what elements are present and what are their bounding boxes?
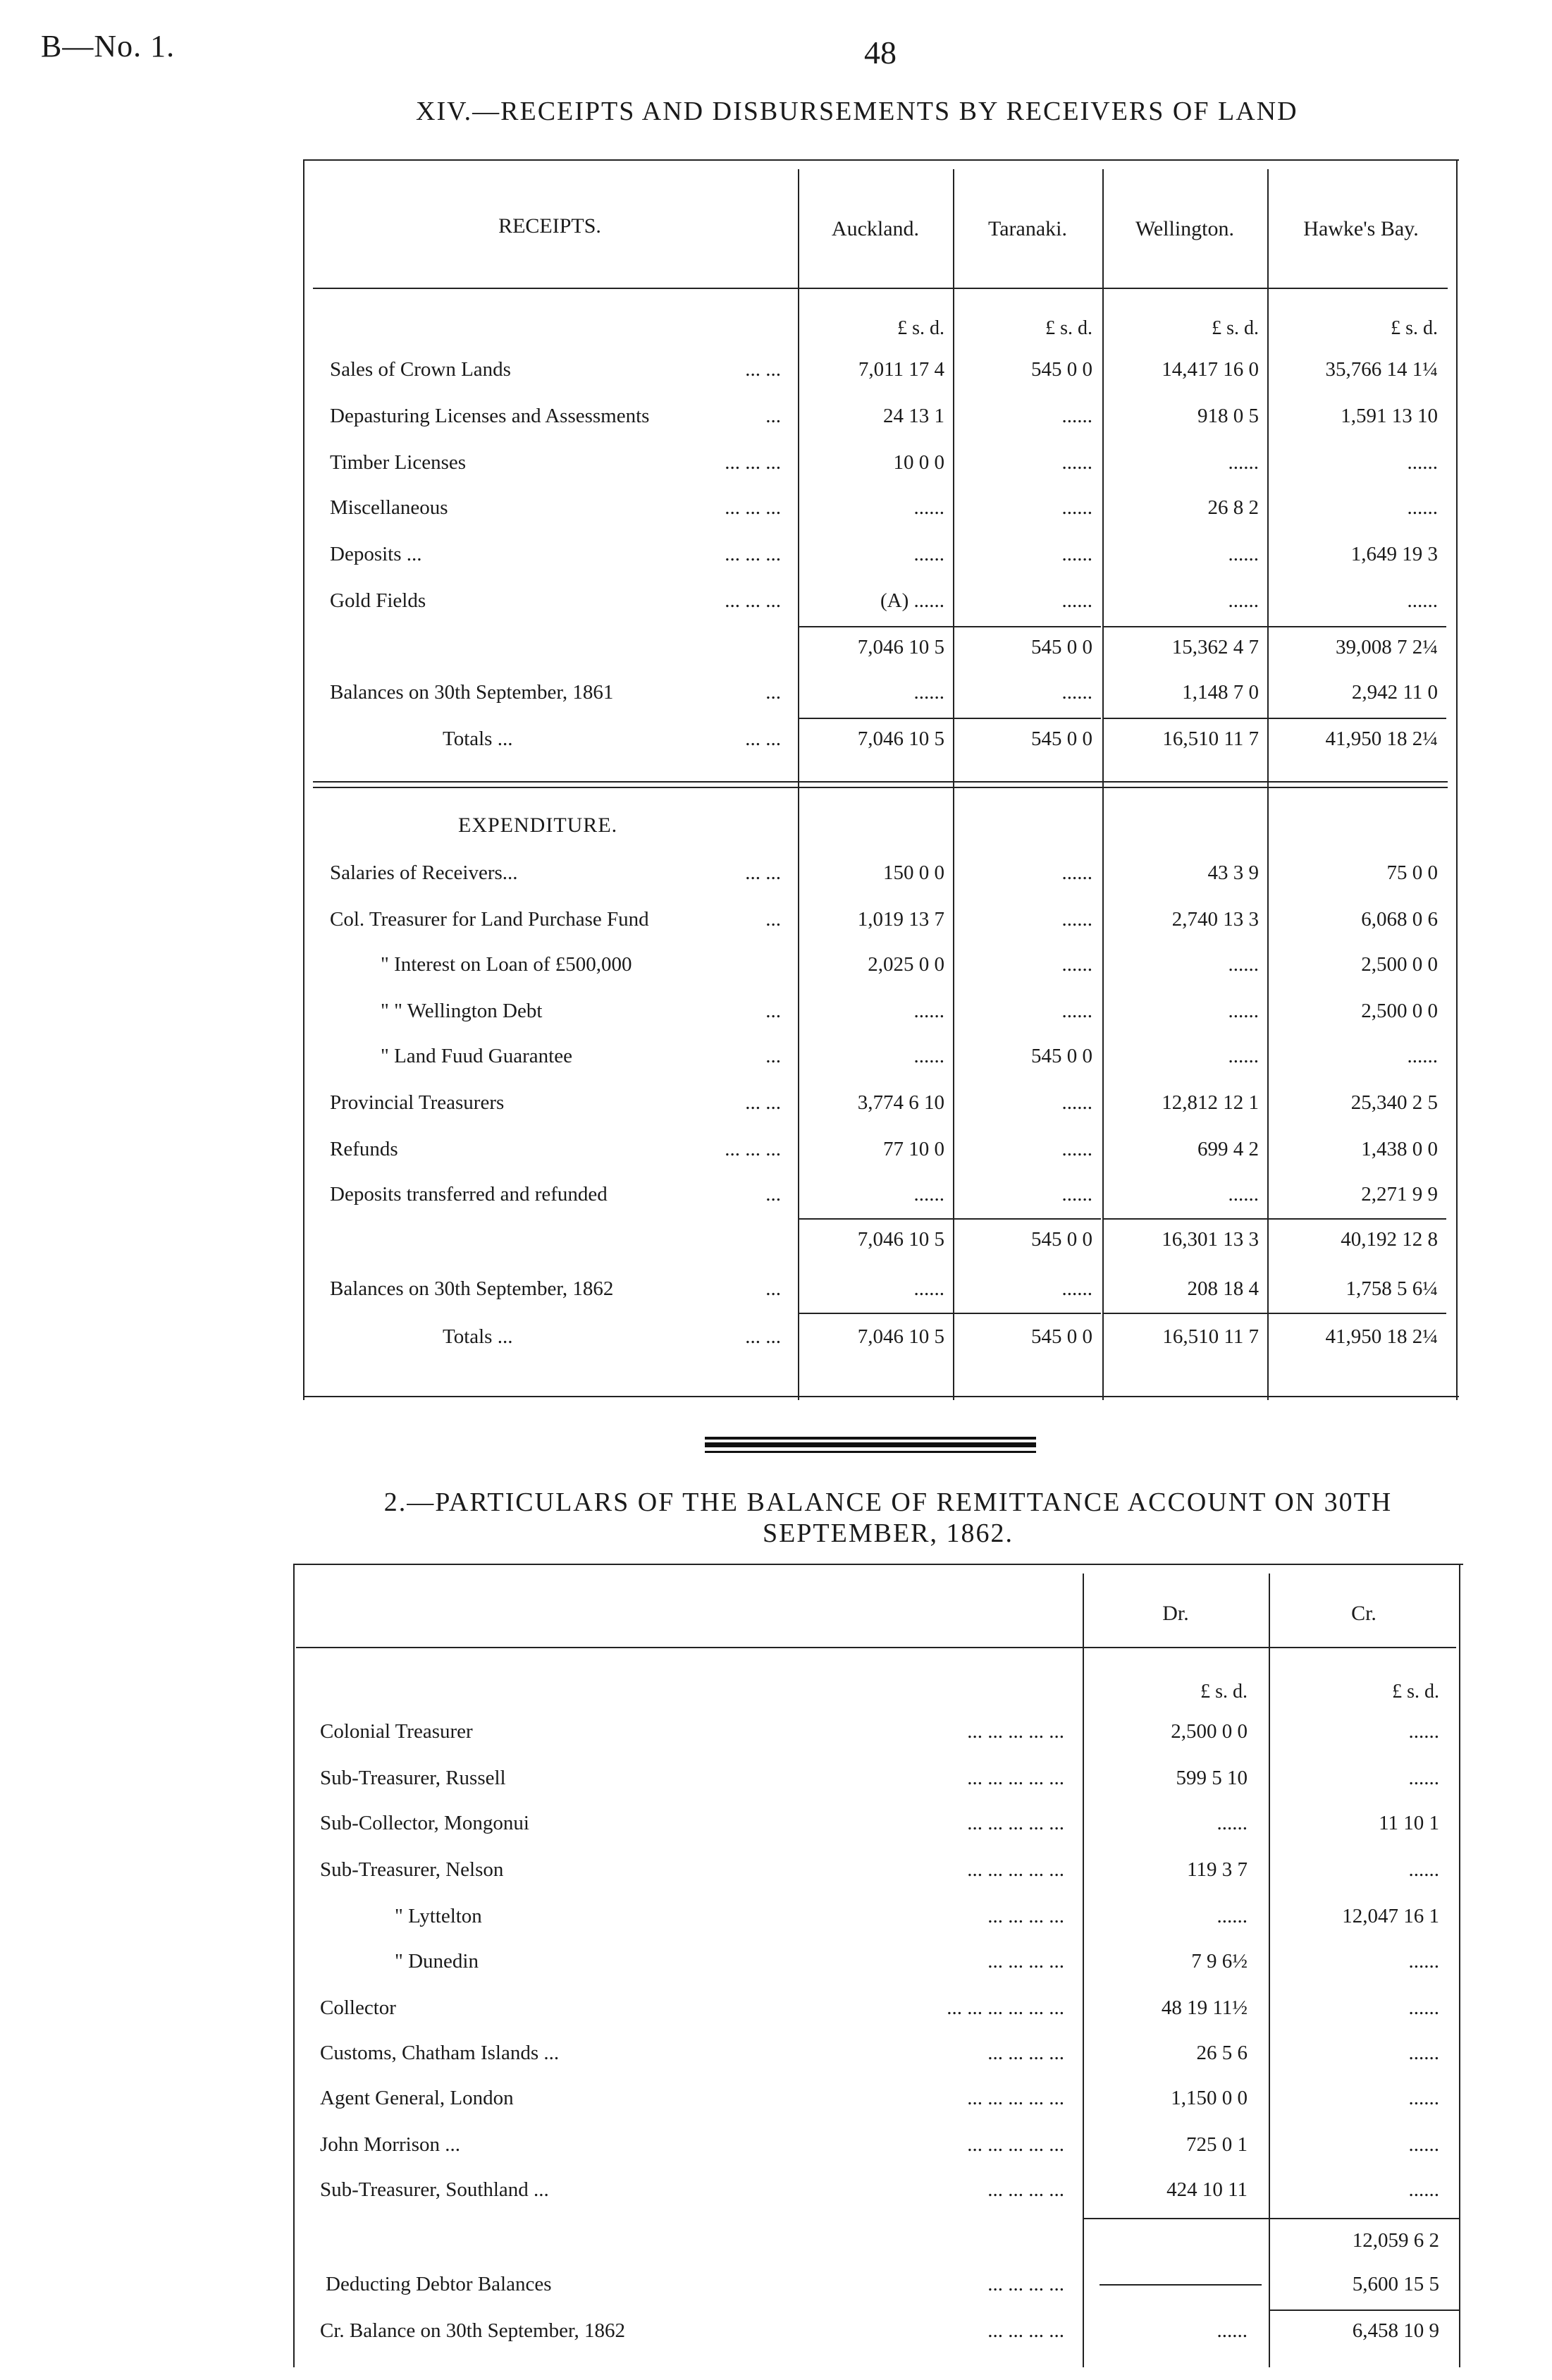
leader-dots: ... bbox=[765, 1277, 781, 1300]
amount-cell: 2,025 0 0 bbox=[868, 953, 944, 976]
subtotal-rule bbox=[798, 626, 953, 627]
leader-dots: ... bbox=[765, 405, 781, 427]
leader-dots: ... ... bbox=[745, 1325, 781, 1348]
header-rule bbox=[296, 1647, 1456, 1648]
amount-cell: 15,362 4 7 bbox=[1171, 636, 1259, 658]
amount-cell: ...... bbox=[1061, 1183, 1092, 1206]
row-label: Depasturing Licenses and Assessments bbox=[330, 405, 650, 427]
amount-cell: 2,942 11 0 bbox=[1351, 681, 1438, 704]
amount-cell: 545 0 0 bbox=[1031, 1228, 1092, 1251]
row-label: Totals ... bbox=[443, 728, 513, 750]
amount-cell: ...... bbox=[1407, 451, 1438, 474]
row-label: Provincial Treasurers bbox=[330, 1091, 505, 1114]
row-label: Col. Treasurer for Land Purchase Fund bbox=[330, 908, 649, 931]
amount-cell: 25,340 2 5 bbox=[1350, 1091, 1438, 1114]
leader-dots: ... ... ... ... ... bbox=[967, 2087, 1064, 2109]
separator-rule bbox=[705, 1451, 1036, 1453]
table2-top-rule bbox=[293, 1564, 1463, 1565]
leader-dots: ... ... ... ... ... bbox=[967, 1812, 1064, 1834]
amount-cell: 7,046 10 5 bbox=[857, 636, 944, 658]
leader-dots: ... ... ... bbox=[725, 451, 781, 474]
amount-cell: ...... bbox=[1061, 1277, 1092, 1300]
subtotal-rule bbox=[1267, 718, 1446, 719]
cr-amount: ...... bbox=[1408, 1720, 1439, 1743]
amount-cell: 35,766 14 1¼ bbox=[1325, 358, 1438, 381]
amount-cell: 24 13 1 bbox=[883, 405, 944, 427]
amount-cell: 41,950 18 2¼ bbox=[1325, 1325, 1438, 1348]
col-divider bbox=[1267, 169, 1269, 1400]
table1-left-border bbox=[303, 159, 304, 1400]
section-double-rule bbox=[313, 787, 1448, 788]
amount-cell: ...... bbox=[1228, 543, 1259, 565]
amount-cell: ...... bbox=[913, 496, 944, 519]
table1-top-rule bbox=[303, 159, 1459, 161]
unit-label: £ s. d. bbox=[1392, 1681, 1439, 1703]
subtotal-rule bbox=[1267, 626, 1446, 627]
cr-amount: 6,458 10 9 bbox=[1352, 2319, 1439, 2342]
cr-amount: 11 10 1 bbox=[1379, 1812, 1439, 1834]
amount-cell: 545 0 0 bbox=[1031, 1325, 1092, 1348]
section-double-rule bbox=[313, 781, 1448, 783]
amount-cell: ...... bbox=[1061, 496, 1092, 519]
row-label: Sub-Treasurer, Nelson bbox=[320, 1858, 504, 1881]
amount-cell: 7,011 17 4 bbox=[858, 358, 944, 381]
row-label: Salaries of Receivers... bbox=[330, 861, 518, 884]
table2-title: 2.—PARTICULARS OF THE BALANCE OF REMITTANCE ACCOUNT ON 30TH SEPTEMBER, 1862. bbox=[383, 1488, 1393, 1548]
amount-cell: ...... bbox=[1407, 1045, 1438, 1067]
amount-cell: 16,301 13 3 bbox=[1162, 1228, 1259, 1251]
amount-cell: ...... bbox=[1061, 543, 1092, 565]
subtotal-rule bbox=[798, 718, 953, 719]
leader-dots: ... ... bbox=[745, 1091, 781, 1114]
row-label: " Land Fuud Guarantee bbox=[381, 1045, 572, 1067]
amount-cell: 3,774 6 10 bbox=[857, 1091, 944, 1114]
cr-amount: ...... bbox=[1408, 1767, 1439, 1789]
leader-dots: ... ... ... ... ... bbox=[967, 1858, 1064, 1881]
subtotal-rule bbox=[1267, 1313, 1446, 1314]
cr-amount: ...... bbox=[1408, 2042, 1439, 2064]
amount-cell: ...... bbox=[1061, 1091, 1092, 1114]
amount-cell: ...... bbox=[913, 1045, 944, 1067]
leader-dots: ... ... bbox=[745, 861, 781, 884]
amount-cell: 75 0 0 bbox=[1386, 861, 1438, 884]
col-divider bbox=[1102, 169, 1104, 1400]
amount-cell: 1,148 7 0 bbox=[1182, 681, 1259, 704]
table1-right-border bbox=[1456, 159, 1458, 1400]
dr-amount: 2,500 0 0 bbox=[1171, 1720, 1248, 1743]
row-label: Cr. Balance on 30th September, 1862 bbox=[320, 2319, 625, 2342]
amount-cell: 10 0 0 bbox=[893, 451, 944, 474]
amount-cell: 918 0 5 bbox=[1197, 405, 1259, 427]
amount-cell: ...... bbox=[1061, 861, 1092, 884]
dr-amount: 48 19 11½ bbox=[1161, 1996, 1248, 2019]
unit-label: £ s. d. bbox=[1045, 317, 1092, 339]
leader-dots: ... ... ... ... bbox=[987, 2042, 1064, 2064]
leader-dots: ... ... ... ... ... bbox=[967, 2133, 1064, 2156]
amount-cell: ...... bbox=[1228, 451, 1259, 474]
col-divider bbox=[953, 169, 954, 1400]
row-label: Balances on 30th September, 1861 bbox=[330, 681, 614, 704]
amount-cell: ...... bbox=[1407, 589, 1438, 612]
row-label: Timber Licenses bbox=[330, 451, 467, 474]
leader-dots: ... ... ... ... ... bbox=[967, 1720, 1064, 1743]
dr-amount: ...... bbox=[1217, 1905, 1248, 1927]
leader-dots: ... ... ... ... ... ... bbox=[947, 1996, 1064, 2019]
row-label: " Dunedin bbox=[395, 1950, 479, 1973]
amount-cell: ...... bbox=[913, 1183, 944, 1206]
amount-cell: 7,046 10 5 bbox=[857, 728, 944, 750]
amount-cell: 6,068 0 6 bbox=[1361, 908, 1438, 931]
table2-right-border bbox=[1459, 1564, 1460, 2367]
cr-amount: 5,600 15 5 bbox=[1352, 2273, 1439, 2295]
separator-rule bbox=[705, 1437, 1036, 1440]
row-label: Deducting Debtor Balances bbox=[326, 2273, 552, 2295]
subtotal-rule bbox=[953, 626, 1101, 627]
cr-amount: ...... bbox=[1408, 1950, 1439, 1973]
row-label: " Interest on Loan of £500,000 bbox=[381, 953, 632, 976]
separator-rule bbox=[705, 1442, 1036, 1447]
leader-dots: ... ... ... bbox=[725, 1138, 781, 1160]
dr-amount: 725 0 1 bbox=[1186, 2133, 1248, 2156]
page-number: 48 bbox=[864, 35, 897, 70]
col-divider bbox=[798, 169, 799, 1400]
dr-amount: ...... bbox=[1217, 1812, 1248, 1834]
unit-label: £ s. d. bbox=[1212, 317, 1259, 339]
amount-cell: 26 8 2 bbox=[1207, 496, 1259, 519]
amount-cell: 1,758 5 6¼ bbox=[1345, 1277, 1438, 1300]
amount-cell: ...... bbox=[913, 1000, 944, 1022]
amount-cell: ...... bbox=[1228, 1183, 1259, 1206]
amount-cell: 699 4 2 bbox=[1197, 1138, 1259, 1160]
leader-dots: ... ... ... bbox=[725, 543, 781, 565]
amount-cell: 43 3 9 bbox=[1207, 861, 1259, 884]
amount-cell: ...... bbox=[1061, 953, 1092, 976]
document-id: B—No. 1. bbox=[41, 29, 175, 63]
amount-cell: 41,950 18 2¼ bbox=[1325, 728, 1438, 750]
dr-amount: 424 10 11 bbox=[1166, 2178, 1248, 2201]
receipts-header: RECEIPTS. bbox=[498, 214, 601, 238]
row-label: Customs, Chatham Islands ... bbox=[320, 2042, 560, 2064]
leader-dots: ... ... ... ... ... bbox=[967, 1767, 1064, 1789]
amount-cell: ...... bbox=[1228, 1045, 1259, 1067]
amount-cell: 2,271 9 9 bbox=[1361, 1183, 1438, 1206]
cr-amount: ...... bbox=[1408, 2178, 1439, 2201]
amount-cell: ...... bbox=[1228, 1000, 1259, 1022]
header-rule bbox=[313, 288, 1448, 289]
leader-dots: ... ... bbox=[745, 358, 781, 381]
col-header-dr: Dr. bbox=[1162, 1602, 1189, 1625]
row-label: Agent General, London bbox=[320, 2087, 514, 2109]
amount-cell: 545 0 0 bbox=[1031, 1045, 1092, 1067]
amount-cell: 2,500 0 0 bbox=[1361, 953, 1438, 976]
table1-bottom-rule bbox=[303, 1396, 1459, 1397]
row-label: " Lyttelton bbox=[395, 1905, 482, 1927]
leader-dots: ... ... bbox=[745, 728, 781, 750]
col-header-auckland: Auckland. bbox=[831, 217, 920, 240]
subtotal-rule bbox=[798, 1218, 953, 1220]
cr-amount: ...... bbox=[1408, 2133, 1439, 2156]
leader-dots: ... bbox=[765, 1045, 781, 1067]
row-label: Totals ... bbox=[443, 1325, 513, 1348]
dr-amount: ...... bbox=[1217, 2319, 1248, 2342]
cr-amount: ...... bbox=[1408, 1858, 1439, 1881]
subtotal-rule bbox=[1102, 1313, 1267, 1314]
row-label: Deposits transferred and refunded bbox=[330, 1183, 608, 1206]
dr-blank-rule bbox=[1100, 2284, 1262, 2286]
amount-cell: ...... bbox=[1061, 589, 1092, 612]
leader-dots: ... ... ... bbox=[725, 589, 781, 612]
unit-label: £ s. d. bbox=[1391, 317, 1438, 339]
amount-cell: ...... bbox=[913, 1277, 944, 1300]
amount-cell: 39,008 7 2¼ bbox=[1336, 636, 1438, 658]
expenditure-header: EXPENDITURE. bbox=[458, 814, 618, 837]
leader-dots: ... ... ... ... bbox=[987, 1905, 1064, 1927]
subtotal-rule bbox=[953, 1313, 1101, 1314]
amount-cell: 7,046 10 5 bbox=[857, 1325, 944, 1348]
row-label: John Morrison ... bbox=[320, 2133, 460, 2156]
leader-dots: ... ... ... ... bbox=[987, 2319, 1064, 2342]
row-label: Balances on 30th September, 1862 bbox=[330, 1277, 614, 1300]
amount-cell: 545 0 0 bbox=[1031, 636, 1092, 658]
leader-dots: ... bbox=[765, 908, 781, 931]
table1-title: XIV.—RECEIPTS AND DISBURSEMENTS BY RECEIVERS OF LAND bbox=[416, 97, 1298, 126]
amount-cell: ...... bbox=[1061, 405, 1092, 427]
subtotal-rule bbox=[953, 1218, 1101, 1220]
subtotal-rule bbox=[1269, 2310, 1459, 2311]
row-label: Refunds bbox=[330, 1138, 398, 1160]
amount-cell: 150 0 0 bbox=[883, 861, 944, 884]
leader-dots: ... bbox=[765, 1000, 781, 1022]
leader-dots: ... ... ... ... bbox=[987, 1950, 1064, 1973]
row-label: Sales of Crown Lands bbox=[330, 358, 511, 381]
amount-cell: ...... bbox=[913, 543, 944, 565]
row-label: Sub-Treasurer, Southland ... bbox=[320, 2178, 549, 2201]
amount-cell: ...... bbox=[1407, 496, 1438, 519]
row-label: Collector bbox=[320, 1996, 396, 2019]
leader-dots: ... bbox=[765, 1183, 781, 1206]
amount-cell: 7,046 10 5 bbox=[857, 1228, 944, 1251]
amount-cell: ...... bbox=[1061, 451, 1092, 474]
row-label: Colonial Treasurer bbox=[320, 1720, 473, 1743]
row-label: Miscellaneous bbox=[330, 496, 448, 519]
amount-cell: 16,510 11 7 bbox=[1162, 1325, 1259, 1348]
cr-amount: ...... bbox=[1408, 1996, 1439, 2019]
unit-label: £ s. d. bbox=[1200, 1681, 1248, 1703]
subtotal-rule bbox=[1102, 626, 1267, 627]
cr-amount: 12,047 16 1 bbox=[1342, 1905, 1439, 1927]
dr-amount: 599 5 10 bbox=[1176, 1767, 1248, 1789]
cr-subtotal: 12,059 6 2 bbox=[1352, 2229, 1439, 2252]
amount-cell: ...... bbox=[1061, 1138, 1092, 1160]
col-header-cr: Cr. bbox=[1351, 1602, 1377, 1625]
leader-dots: ... ... ... bbox=[725, 496, 781, 519]
amount-cell: 2,740 13 3 bbox=[1171, 908, 1259, 931]
amount-cell: 1,019 13 7 bbox=[857, 908, 944, 931]
amount-cell: ...... bbox=[913, 681, 944, 704]
amount-cell: 1,591 13 10 bbox=[1341, 405, 1438, 427]
col-header-hawkes-bay: Hawke's Bay. bbox=[1303, 217, 1419, 240]
row-label: Sub-Treasurer, Russell bbox=[320, 1767, 506, 1789]
amount-cell: 545 0 0 bbox=[1031, 358, 1092, 381]
cr-amount: ...... bbox=[1408, 2087, 1439, 2109]
dr-amount: 26 5 6 bbox=[1196, 2042, 1248, 2064]
amount-cell: 16,510 11 7 bbox=[1162, 728, 1259, 750]
dr-amount: 119 3 7 bbox=[1187, 1858, 1248, 1881]
leader-dots: ... ... ... ... bbox=[987, 2273, 1064, 2295]
row-label: " " Wellington Debt bbox=[381, 1000, 543, 1022]
subtotal-rule bbox=[1102, 718, 1267, 719]
unit-label: £ s. d. bbox=[897, 317, 944, 339]
amount-cell: 1,649 19 3 bbox=[1350, 543, 1438, 565]
subtotal-rule bbox=[1083, 2218, 1459, 2219]
subtotal-rule bbox=[1102, 1218, 1267, 1220]
row-label: Deposits ... bbox=[330, 543, 422, 565]
amount-cell: (A) ...... bbox=[880, 589, 944, 612]
table2-left-border bbox=[293, 1564, 295, 2367]
col-header-taranaki: Taranaki. bbox=[987, 217, 1067, 240]
col-header-wellington: Wellington. bbox=[1135, 217, 1235, 240]
subtotal-rule bbox=[798, 1313, 953, 1314]
amount-cell: 40,192 12 8 bbox=[1341, 1228, 1438, 1251]
amount-cell: ...... bbox=[1061, 681, 1092, 704]
amount-cell: 1,438 0 0 bbox=[1361, 1138, 1438, 1160]
amount-cell: ...... bbox=[1061, 1000, 1092, 1022]
leader-dots: ... bbox=[765, 681, 781, 704]
amount-cell: 12,812 12 1 bbox=[1162, 1091, 1259, 1114]
subtotal-rule bbox=[953, 718, 1101, 719]
leader-dots: ... ... ... ... bbox=[987, 2178, 1064, 2201]
amount-cell: ...... bbox=[1061, 908, 1092, 931]
subtotal-rule bbox=[1267, 1218, 1446, 1220]
amount-cell: ...... bbox=[1228, 589, 1259, 612]
amount-cell: 77 10 0 bbox=[883, 1138, 944, 1160]
amount-cell: 545 0 0 bbox=[1031, 728, 1092, 750]
amount-cell: 14,417 16 0 bbox=[1162, 358, 1259, 381]
dr-amount: 1,150 0 0 bbox=[1171, 2087, 1248, 2109]
amount-cell: 208 18 4 bbox=[1187, 1277, 1259, 1300]
amount-cell: 2,500 0 0 bbox=[1361, 1000, 1438, 1022]
dr-amount: 7 9 6½ bbox=[1191, 1950, 1248, 1973]
row-label: Sub-Collector, Mongonui bbox=[320, 1812, 529, 1834]
row-label: Gold Fields bbox=[330, 589, 426, 612]
amount-cell: ...... bbox=[1228, 953, 1259, 976]
